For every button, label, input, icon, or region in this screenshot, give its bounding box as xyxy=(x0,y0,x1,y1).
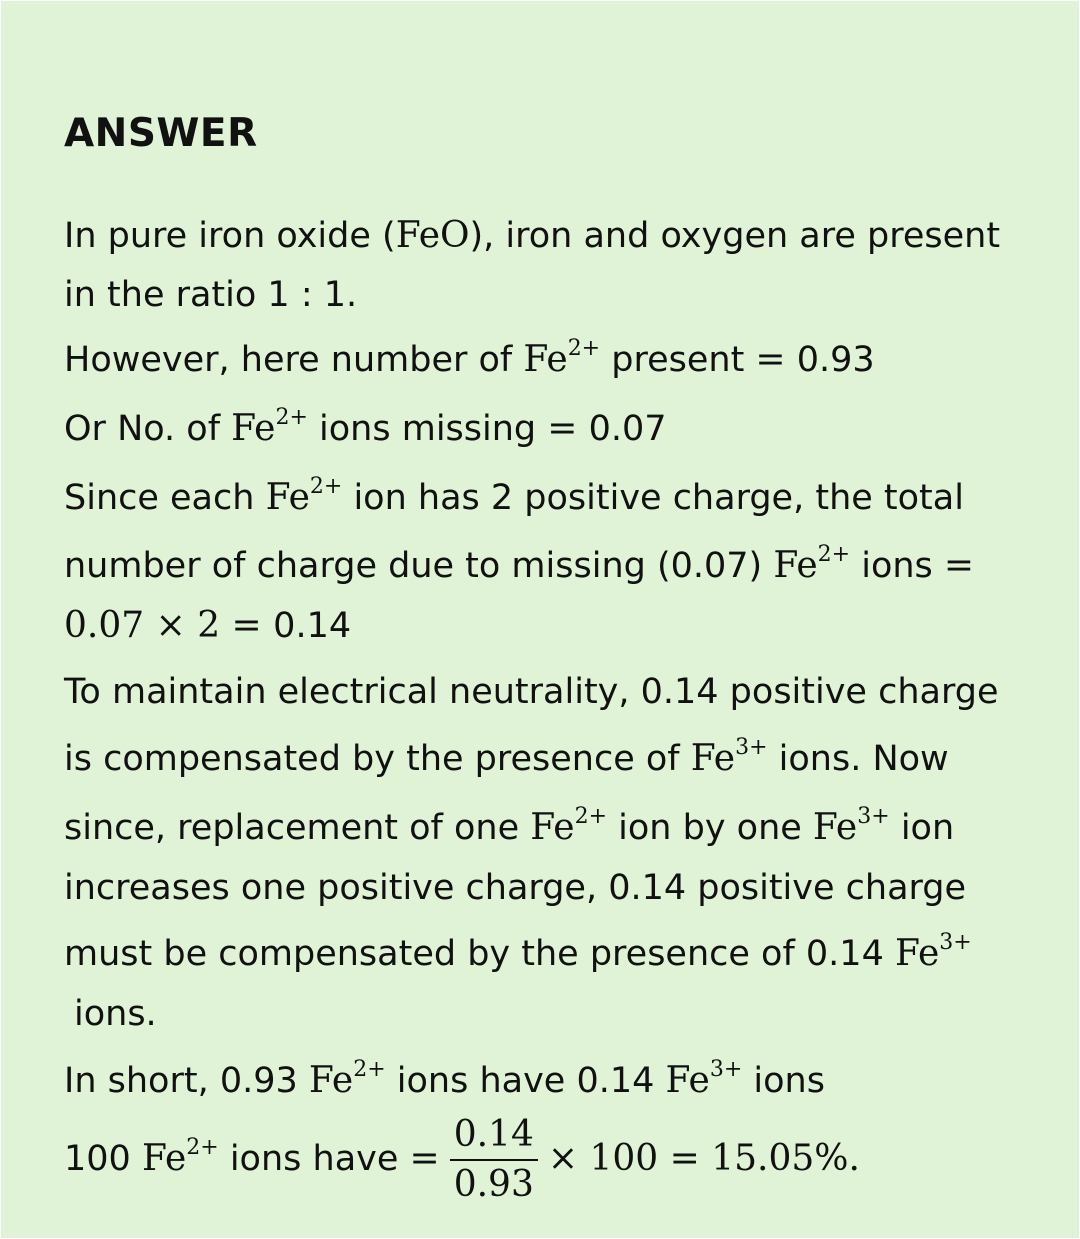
charge-superscript: 3+ xyxy=(857,804,890,829)
charge-superscript: 2+ xyxy=(817,542,851,567)
formula-fe: Fe xyxy=(812,807,858,848)
text-segment: ions. xyxy=(74,994,157,1034)
text-segment: To maintain electrical neutrality, 0.14 positive charge xyxy=(64,672,999,712)
text-line-7 xyxy=(64,605,352,646)
text-segment: since, replacement of one xyxy=(64,808,531,848)
text-line-8 xyxy=(64,672,999,712)
text-segment: ion xyxy=(889,808,955,848)
answer-heading: ANSWER xyxy=(64,111,258,156)
formula-fe: Fe xyxy=(231,408,276,449)
text-segment: Or No. of xyxy=(64,409,232,449)
text-segment: ions missing xyxy=(307,409,548,449)
charge-superscript: 2+ xyxy=(353,1057,386,1082)
text-segment: In pure iron oxide ( xyxy=(64,216,396,256)
text-segment: ions. Now xyxy=(767,739,949,779)
formula-fe: Fe xyxy=(308,1060,354,1101)
formula-fe: Fe xyxy=(894,933,940,974)
math-expression: 0.07 × 2 = xyxy=(64,605,274,646)
text-segment: Since each xyxy=(64,478,266,518)
text-segment: ions have 0.14 xyxy=(385,1061,666,1101)
text-segment: must be compensated by the presence of 0.14 xyxy=(64,934,895,974)
text-segment: In short, 0.93 xyxy=(64,1061,309,1101)
fraction xyxy=(450,1114,538,1205)
formula-fe: Fe xyxy=(265,477,310,518)
text-line-14 xyxy=(64,1059,825,1099)
text-segment: ions xyxy=(850,546,944,586)
value-text: 0.07 xyxy=(577,409,667,449)
text-line-3 xyxy=(64,338,875,378)
formula-fe: Fe xyxy=(773,545,818,586)
text-line-12 xyxy=(64,932,972,972)
text-line-11 xyxy=(64,868,967,908)
formula-fe: Fe xyxy=(530,807,575,848)
charge-superscript: 3+ xyxy=(709,1057,743,1082)
formula-feo: FeO xyxy=(395,215,470,256)
fraction-numerator: 0.14 xyxy=(453,1114,534,1155)
text-segment: number of charge due to missing (0.07) xyxy=(64,546,774,586)
text-segment: is compensated by the presence of xyxy=(64,739,691,779)
charge-superscript: 2+ xyxy=(567,336,601,361)
charge-superscript: 2+ xyxy=(574,804,608,829)
text-line-15 xyxy=(64,1114,860,1205)
equals-sign: = xyxy=(409,1138,440,1179)
text-line-10 xyxy=(64,806,954,846)
formula-fe: Fe xyxy=(690,738,736,779)
equals-sign: = xyxy=(943,545,975,586)
charge-superscript: 3+ xyxy=(939,930,972,955)
text-segment: ion by one xyxy=(607,808,813,848)
text-segment: present xyxy=(600,340,756,380)
text-segment: ), iron and oxygen are present xyxy=(469,216,1001,256)
text-line-6 xyxy=(64,544,974,584)
charge-superscript: 2+ xyxy=(186,1135,219,1160)
equals-sign: = xyxy=(547,408,578,449)
text-segment: 100 xyxy=(64,1139,142,1179)
text-line-5 xyxy=(64,476,964,516)
formula-fe: Fe xyxy=(523,339,568,380)
text-line-2 xyxy=(64,275,358,315)
text-line-1 xyxy=(64,215,1001,256)
charge-superscript: 2+ xyxy=(275,405,308,430)
charge-superscript: 2+ xyxy=(309,474,343,499)
text-segment: However, here number of xyxy=(64,340,524,380)
text-line-9 xyxy=(64,737,949,777)
text-segment: in the ratio 1 : 1. xyxy=(64,275,358,315)
text-segment: ions have xyxy=(218,1139,410,1179)
text-line-13 xyxy=(74,994,157,1034)
text-line-4 xyxy=(64,407,667,447)
equals-sign: = xyxy=(755,339,786,380)
math-expression: × 100 = 15.05%. xyxy=(547,1138,860,1179)
charge-superscript: 3+ xyxy=(735,735,768,760)
value-text: 0.93 xyxy=(785,340,875,380)
formula-fe: Fe xyxy=(665,1060,710,1101)
text-segment: increases one positive charge, 0.14 positive charge xyxy=(64,868,967,908)
text-segment: ion has 2 positive charge, the total xyxy=(342,478,964,518)
value-text: 0.14 xyxy=(273,606,352,646)
formula-fe: Fe xyxy=(141,1138,187,1179)
text-segment: ions xyxy=(742,1061,825,1101)
fraction-denominator: 0.93 xyxy=(450,1159,538,1203)
